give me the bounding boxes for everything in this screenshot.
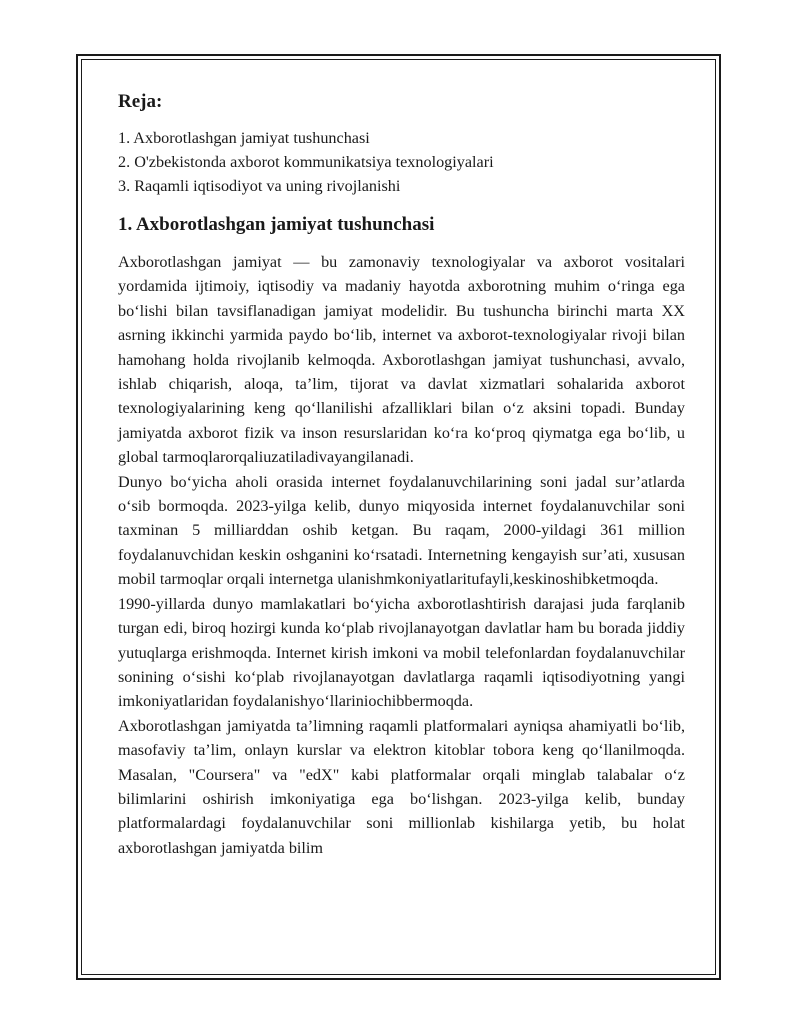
paragraph: Axborotlashgan jamiyat — bu zamonaviy texnologiyalar va axborot vositalari yordamida ijtimoiy, iqtisodiy va madaniy hayotda axborotning muhim o‘ringa ega bo‘lishi bilan tavsiflanadigan jamiyat modelidir. Bu tushuncha birinchi marta XX asrning ikkinchi yarmida paydo bo‘lib, internet va axborot-texnologiyalar rivoji bilan hamohang holda rivojlanib kelmoqda. Axborotlashgan jamiyat tushunchasi, avvalo, ishlab chiqarish, aloqa, ta’lim, tijorat va davlat xizmatlari sohalarida axborot texnologiyalarining keng qo‘llanilishi afzalliklari bilan o‘z aksini topadi. Bunday jamiyatda axborot fizik va inson resurslaridan ko‘ra ko‘proq qiymatga ega bo‘lib, u global tarmoqlarorqaliuzatiladivayangilanadi. [118,253,685,467]
paragraph: 1990-yillarda dunyo mamlakatlari bo‘yicha axborotlashtirish darajasi juda farqlanib turgan edi, biroq hozirgi kunda ko‘plab rivojlanayotgan davlatlar ham bu borada jiddiy yutuqlarga erishmoqda. Internet kirish imkoni va mobil telefonlardan foydalanuvchilar sonining o‘sishi ko‘plab rivojlanayotgan davlatlarga raqamli iqtisodiyotning yangi imkoniyatlaridan foydalanishyo‘llariniochibbermoqda. [118,594,685,711]
section-title: 1. Axborotlashgan jamiyat tushunchasi [118,214,435,235]
document-content [118,90,685,860]
paragraph: Axborotlashgan jamiyatda ta’limning raqamli platformalari ayniqsa ahamiyatli bo‘lib, masofaviy ta’lim, onlayn kurslar va elektron kitoblar tobora keng qo‘llanilmoqda. Masalan, "Coursera" va "edX" kabi platformalar orqali minglab talabalar o‘z bilimlarini oshirish imkoniyatiga ega bo‘lishgan. 2023-yilga kelib, bunday platformalardagi foydalanuvchilar soni millionlab kishilarga yetib, bu holat axborotlashgan jamiyatda bilim [118,716,685,857]
plan-title: Reja: [118,91,163,112]
paragraph: Dunyo bo‘yicha aholi orasida internet foydalanuvchilarining soni jadal sur’atlarda o‘sib bormoqda. 2023-yilga kelib, dunyo miqyosida internet foydalanuvchilar soni taxminan 5 milliarddan oshib ketgan. Bu raqam, 2000-yildagi 361 million foydalanuvchidan keskin oshganini ko‘rsatadi. Internetning kengayish sur’ati, xususan mobil tarmoqlar orqali internetga ulanishmkoniyatlaritufayli,keskinoshibketmoqda. [118,472,685,589]
plan-item: 2. O'zbekistonda axborot kommunikatsiya texnologiyalari [118,153,494,171]
plan-item: 1. Axborotlashgan jamiyat tushunchasi [118,129,370,147]
plan-item: 3. Raqamli iqtisodiyot va uning rivojlanishi [118,177,401,195]
plan-list [118,126,685,198]
